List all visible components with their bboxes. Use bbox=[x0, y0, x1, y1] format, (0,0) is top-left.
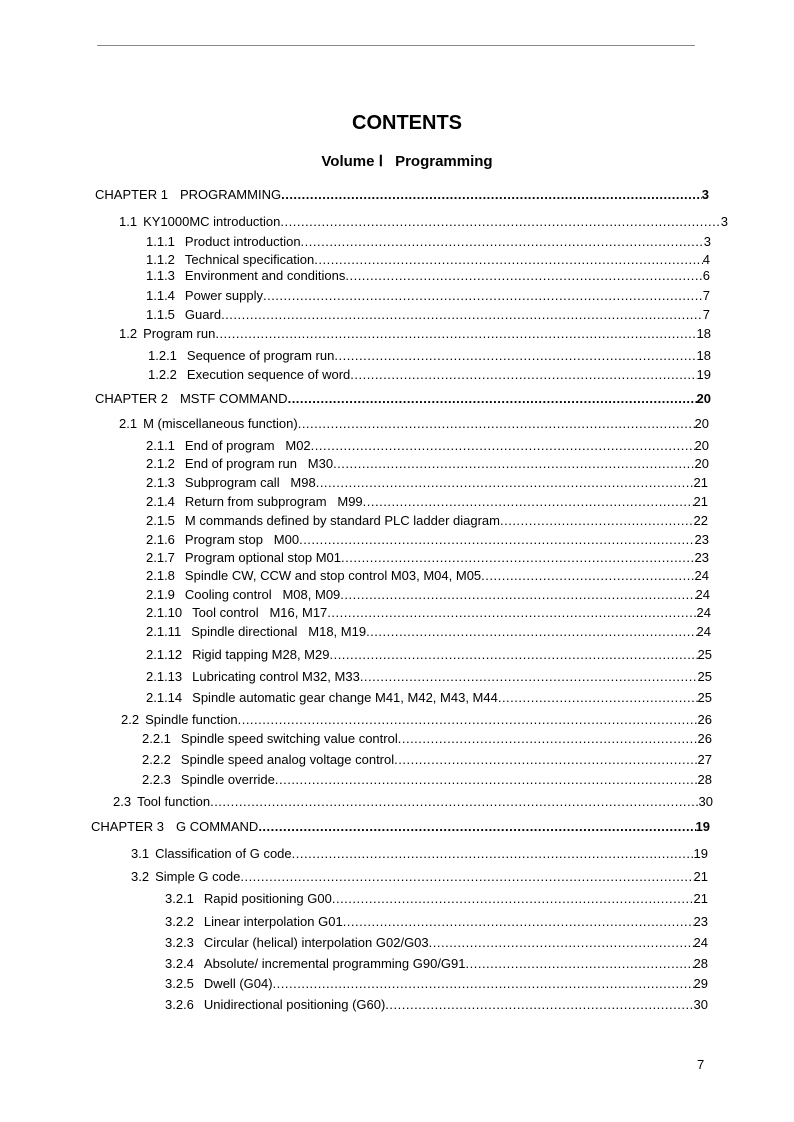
toc-number: CHAPTER 3 bbox=[91, 819, 164, 834]
toc-entry[interactable] bbox=[119, 214, 728, 230]
toc-title: Rigid tapping M28, M29 bbox=[192, 647, 330, 662]
toc-title: Program stop M00 bbox=[184, 532, 300, 547]
header-rule bbox=[97, 45, 695, 46]
toc-number: CHAPTER 1 bbox=[95, 187, 168, 202]
toc-entry[interactable] bbox=[146, 307, 710, 323]
toc-page: 22 bbox=[693, 513, 708, 528]
toc-leader-dots bbox=[350, 367, 696, 383]
toc-title: Guard bbox=[184, 307, 222, 322]
toc-entry[interactable] bbox=[146, 288, 710, 304]
page-title: CONTENTS bbox=[352, 112, 462, 134]
toc-title: Spindle CW, CCW and stop control M03, M04, M05 bbox=[184, 568, 482, 583]
toc-leader-dots bbox=[258, 819, 695, 835]
toc-entry[interactable] bbox=[165, 914, 708, 930]
toc-entry[interactable] bbox=[113, 794, 713, 810]
toc-leader-dots bbox=[301, 234, 704, 250]
toc-page: 23 bbox=[694, 550, 709, 565]
toc-title: Product introduction bbox=[184, 234, 301, 249]
toc-number: 3.2 bbox=[131, 869, 150, 884]
toc-page: 7 bbox=[702, 288, 710, 303]
toc-number: 2.1.14 bbox=[146, 690, 183, 705]
toc-entry[interactable] bbox=[142, 772, 712, 788]
toc-entry[interactable] bbox=[165, 935, 708, 951]
toc-title: PROGRAMMING bbox=[179, 187, 282, 202]
toc-entry[interactable] bbox=[121, 712, 712, 728]
toc-number: 3.2.3 bbox=[165, 935, 194, 950]
toc-page: 20 bbox=[694, 416, 709, 431]
toc-entry[interactable] bbox=[165, 997, 708, 1013]
toc-title: G COMMAND bbox=[175, 819, 259, 834]
toc-leader-dots bbox=[327, 605, 696, 621]
toc-title: Spindle automatic gear change M41, M42, M43, M44 bbox=[192, 690, 498, 705]
toc-number: 1.1.4 bbox=[146, 288, 175, 303]
toc-title: Environment and conditions bbox=[184, 268, 346, 283]
toc-page: 19 bbox=[696, 367, 711, 382]
toc-leader-dots bbox=[366, 624, 696, 640]
toc-number: 2.1.3 bbox=[146, 475, 175, 490]
toc-entry[interactable] bbox=[131, 846, 708, 862]
toc-page: 19 bbox=[693, 846, 708, 861]
toc-page: 20 bbox=[696, 391, 711, 406]
toc-leader-dots bbox=[341, 550, 695, 566]
toc-leader-dots bbox=[429, 935, 694, 951]
toc-leader-dots bbox=[292, 846, 694, 862]
toc-number: 1.1.1 bbox=[146, 234, 175, 249]
toc-entry[interactable] bbox=[146, 587, 710, 603]
toc-number: 1.1.3 bbox=[146, 268, 175, 283]
toc-page: 21 bbox=[693, 494, 708, 509]
toc-title: Program run bbox=[143, 326, 216, 341]
toc-title: Rapid positioning G00 bbox=[203, 891, 332, 906]
toc-title: Return from subprogram M99 bbox=[184, 494, 363, 509]
toc-title: Power supply bbox=[184, 288, 263, 303]
toc-page: 18 bbox=[696, 326, 711, 341]
toc-entry[interactable] bbox=[146, 438, 709, 454]
toc-number: 1.1.2 bbox=[146, 252, 175, 267]
toc-entry[interactable] bbox=[146, 532, 709, 548]
toc-number: 3.1 bbox=[131, 846, 150, 861]
toc-title: Classification of G code bbox=[155, 846, 292, 861]
toc-page: 21 bbox=[693, 475, 708, 490]
toc-title: Circular (helical) interpolation G02/G03 bbox=[203, 935, 429, 950]
toc-number: 2.1.1 bbox=[146, 438, 175, 453]
toc-title: Execution sequence of word bbox=[186, 367, 351, 382]
toc-leader-dots bbox=[329, 647, 697, 663]
toc-title: Technical specification bbox=[184, 252, 315, 267]
toc-title: Tool control M16, M17 bbox=[192, 605, 328, 620]
toc-leader-dots bbox=[498, 690, 698, 706]
toc-title: Unidirectional positioning (G60) bbox=[203, 997, 386, 1012]
toc-number: 2.1.9 bbox=[146, 587, 175, 602]
toc-number: 3.2.6 bbox=[165, 997, 194, 1012]
toc-leader-dots bbox=[273, 976, 694, 992]
toc-title: End of program run M30 bbox=[184, 456, 334, 471]
toc-page: 24 bbox=[695, 587, 710, 602]
toc-leader-dots bbox=[281, 187, 702, 203]
toc-leader-dots bbox=[299, 532, 694, 548]
toc-title: Spindle directional M18, M19 bbox=[191, 624, 367, 639]
toc-entry[interactable] bbox=[146, 605, 711, 621]
toc-title: Spindle speed analog voltage control bbox=[180, 752, 395, 767]
toc-leader-dots bbox=[288, 391, 697, 407]
toc-page: 30 bbox=[698, 794, 713, 809]
toc-page: 25 bbox=[697, 690, 712, 705]
toc-entry[interactable] bbox=[131, 869, 708, 885]
toc-leader-dots bbox=[343, 914, 694, 930]
toc-entry[interactable] bbox=[146, 550, 709, 566]
toc-leader-dots bbox=[385, 997, 693, 1013]
toc-leader-dots bbox=[210, 794, 698, 810]
toc-number: 2.1 bbox=[119, 416, 138, 431]
toc-page: 29 bbox=[693, 976, 708, 991]
toc-title: Program optional stop M01 bbox=[184, 550, 342, 565]
toc-number: 2.1.13 bbox=[146, 669, 183, 684]
toc-entry[interactable] bbox=[165, 891, 708, 907]
toc-number: CHAPTER 2 bbox=[95, 391, 168, 406]
toc-leader-dots bbox=[238, 712, 698, 728]
toc-page: 20 bbox=[694, 438, 709, 453]
toc-entry[interactable] bbox=[142, 752, 712, 768]
toc-entry[interactable] bbox=[146, 568, 709, 584]
toc-number: 2.1.7 bbox=[146, 550, 175, 565]
toc-leader-dots bbox=[316, 475, 694, 491]
toc-entry[interactable] bbox=[165, 956, 708, 972]
toc-title: End of program M02 bbox=[184, 438, 311, 453]
toc-page: 18 bbox=[696, 348, 711, 363]
toc-entry[interactable] bbox=[146, 690, 712, 706]
toc-title: Simple G code bbox=[155, 869, 241, 884]
toc-leader-dots bbox=[314, 252, 702, 268]
toc-number: 3.2.4 bbox=[165, 956, 194, 971]
toc-page: 26 bbox=[697, 731, 712, 746]
toc-leader-dots bbox=[466, 956, 694, 972]
toc-number: 2.2.1 bbox=[142, 731, 171, 746]
toc-leader-dots bbox=[263, 288, 703, 304]
toc-number: 2.1.10 bbox=[146, 605, 183, 620]
toc-leader-dots bbox=[275, 772, 698, 788]
toc-title: Spindle function bbox=[145, 712, 238, 727]
toc-title: Subprogram call M98 bbox=[184, 475, 316, 490]
toc-page: 3 bbox=[701, 187, 709, 202]
toc-title: Dwell (G04) bbox=[203, 976, 273, 991]
toc-leader-dots bbox=[481, 568, 694, 584]
toc-number: 2.3 bbox=[113, 794, 132, 809]
toc-entry[interactable] bbox=[146, 252, 710, 268]
toc-leader-dots bbox=[215, 326, 696, 342]
toc-leader-dots bbox=[360, 669, 698, 685]
toc-number: 2.1.6 bbox=[146, 532, 175, 547]
toc-number: 2.1.5 bbox=[146, 513, 175, 528]
toc-entry[interactable] bbox=[146, 624, 711, 640]
toc-page: 4 bbox=[702, 252, 710, 267]
toc-title: Linear interpolation G01 bbox=[203, 914, 343, 929]
toc-leader-dots bbox=[280, 214, 720, 230]
toc-entry[interactable] bbox=[146, 268, 710, 284]
toc-leader-dots bbox=[340, 587, 695, 603]
toc-number: 3.2.1 bbox=[165, 891, 194, 906]
toc-page: 20 bbox=[694, 456, 709, 471]
toc-entry[interactable] bbox=[148, 348, 711, 364]
toc-page: 24 bbox=[694, 568, 709, 583]
toc-title: M commands defined by standard PLC ladder diagram bbox=[184, 513, 500, 528]
toc-page: 24 bbox=[696, 624, 711, 639]
toc-entry[interactable] bbox=[146, 669, 712, 685]
toc-leader-dots bbox=[240, 869, 693, 885]
toc-entry[interactable] bbox=[146, 513, 708, 529]
toc-entry[interactable] bbox=[119, 416, 709, 432]
toc-number: 2.1.12 bbox=[146, 647, 183, 662]
toc-leader-dots bbox=[333, 456, 694, 472]
toc-number: 2.2 bbox=[121, 712, 140, 727]
toc-page: 23 bbox=[693, 914, 708, 929]
toc-number: 2.1.4 bbox=[146, 494, 175, 509]
toc-page: 30 bbox=[693, 997, 708, 1012]
toc-number: 2.1.11 bbox=[146, 624, 182, 639]
toc-leader-dots bbox=[221, 307, 703, 323]
toc-page: 19 bbox=[695, 819, 710, 834]
toc-page: 23 bbox=[694, 532, 709, 547]
toc-number: 2.2.3 bbox=[142, 772, 171, 787]
toc-number: 1.1 bbox=[119, 214, 138, 229]
toc-entry[interactable] bbox=[119, 326, 711, 342]
toc-number: 3.2.5 bbox=[165, 976, 194, 991]
toc-entry[interactable] bbox=[146, 475, 708, 491]
toc-entry[interactable] bbox=[148, 367, 711, 383]
toc-entry[interactable] bbox=[146, 494, 708, 510]
page-number: 7 bbox=[697, 1057, 705, 1072]
toc-title: Lubricating control M32, M33 bbox=[192, 669, 360, 684]
toc-page: 21 bbox=[693, 869, 708, 884]
toc-title: KY1000MC introduction bbox=[143, 214, 281, 229]
toc-page: 3 bbox=[703, 234, 711, 249]
toc-number: 1.2.1 bbox=[148, 348, 177, 363]
toc-page: 25 bbox=[697, 647, 712, 662]
toc-entry[interactable] bbox=[95, 391, 711, 407]
volume-topic: Programming bbox=[395, 153, 493, 170]
toc-entry[interactable] bbox=[142, 731, 712, 747]
volume-label: Volume Ⅰ bbox=[321, 153, 384, 170]
toc-title: Tool function bbox=[137, 794, 211, 809]
toc-leader-dots bbox=[334, 348, 696, 364]
toc-page: 24 bbox=[693, 935, 708, 950]
toc-entry[interactable] bbox=[146, 456, 709, 472]
toc-page: 28 bbox=[697, 772, 712, 787]
toc-page: 6 bbox=[702, 268, 710, 283]
toc-title: Absolute/ incremental programming G90/G91 bbox=[203, 956, 466, 971]
toc-page: 7 bbox=[702, 307, 710, 322]
toc-title: Cooling control M08, M09 bbox=[184, 587, 341, 602]
toc-leader-dots bbox=[345, 268, 702, 284]
toc-number: 1.1.5 bbox=[146, 307, 175, 322]
toc-title: MSTF COMMAND bbox=[179, 391, 288, 406]
toc-leader-dots bbox=[311, 438, 695, 454]
toc-number: 1.2.2 bbox=[148, 367, 177, 382]
toc-title: M (miscellaneous function) bbox=[143, 416, 298, 431]
toc-entry[interactable] bbox=[91, 819, 710, 835]
toc-number: 2.1.2 bbox=[146, 456, 175, 471]
toc-page: 3 bbox=[720, 214, 728, 229]
toc-leader-dots bbox=[363, 494, 694, 510]
toc-entry[interactable] bbox=[146, 647, 712, 663]
toc-page: 25 bbox=[697, 669, 712, 684]
toc-leader-dots bbox=[398, 731, 698, 747]
toc-number: 1.2 bbox=[119, 326, 138, 341]
toc-title: Spindle override bbox=[180, 772, 275, 787]
toc-title: Sequence of program run bbox=[186, 348, 335, 363]
toc-page: 24 bbox=[696, 605, 711, 620]
toc-page: 28 bbox=[693, 956, 708, 971]
toc-page: 26 bbox=[697, 712, 712, 727]
toc-title: Spindle speed switching value control bbox=[180, 731, 398, 746]
toc-number: 2.2.2 bbox=[142, 752, 171, 767]
toc-page: 27 bbox=[697, 752, 712, 767]
toc-entry[interactable] bbox=[165, 976, 708, 992]
toc-leader-dots bbox=[394, 752, 697, 768]
toc-entry[interactable] bbox=[146, 234, 711, 250]
toc-number: 2.1.8 bbox=[146, 568, 175, 583]
toc-entry[interactable] bbox=[95, 187, 709, 203]
toc-leader-dots bbox=[500, 513, 694, 529]
toc-page: 21 bbox=[693, 891, 708, 906]
volume-subtitle bbox=[0, 152, 794, 170]
toc-number: 3.2.2 bbox=[165, 914, 194, 929]
toc-leader-dots bbox=[332, 891, 694, 907]
toc-leader-dots bbox=[298, 416, 695, 432]
